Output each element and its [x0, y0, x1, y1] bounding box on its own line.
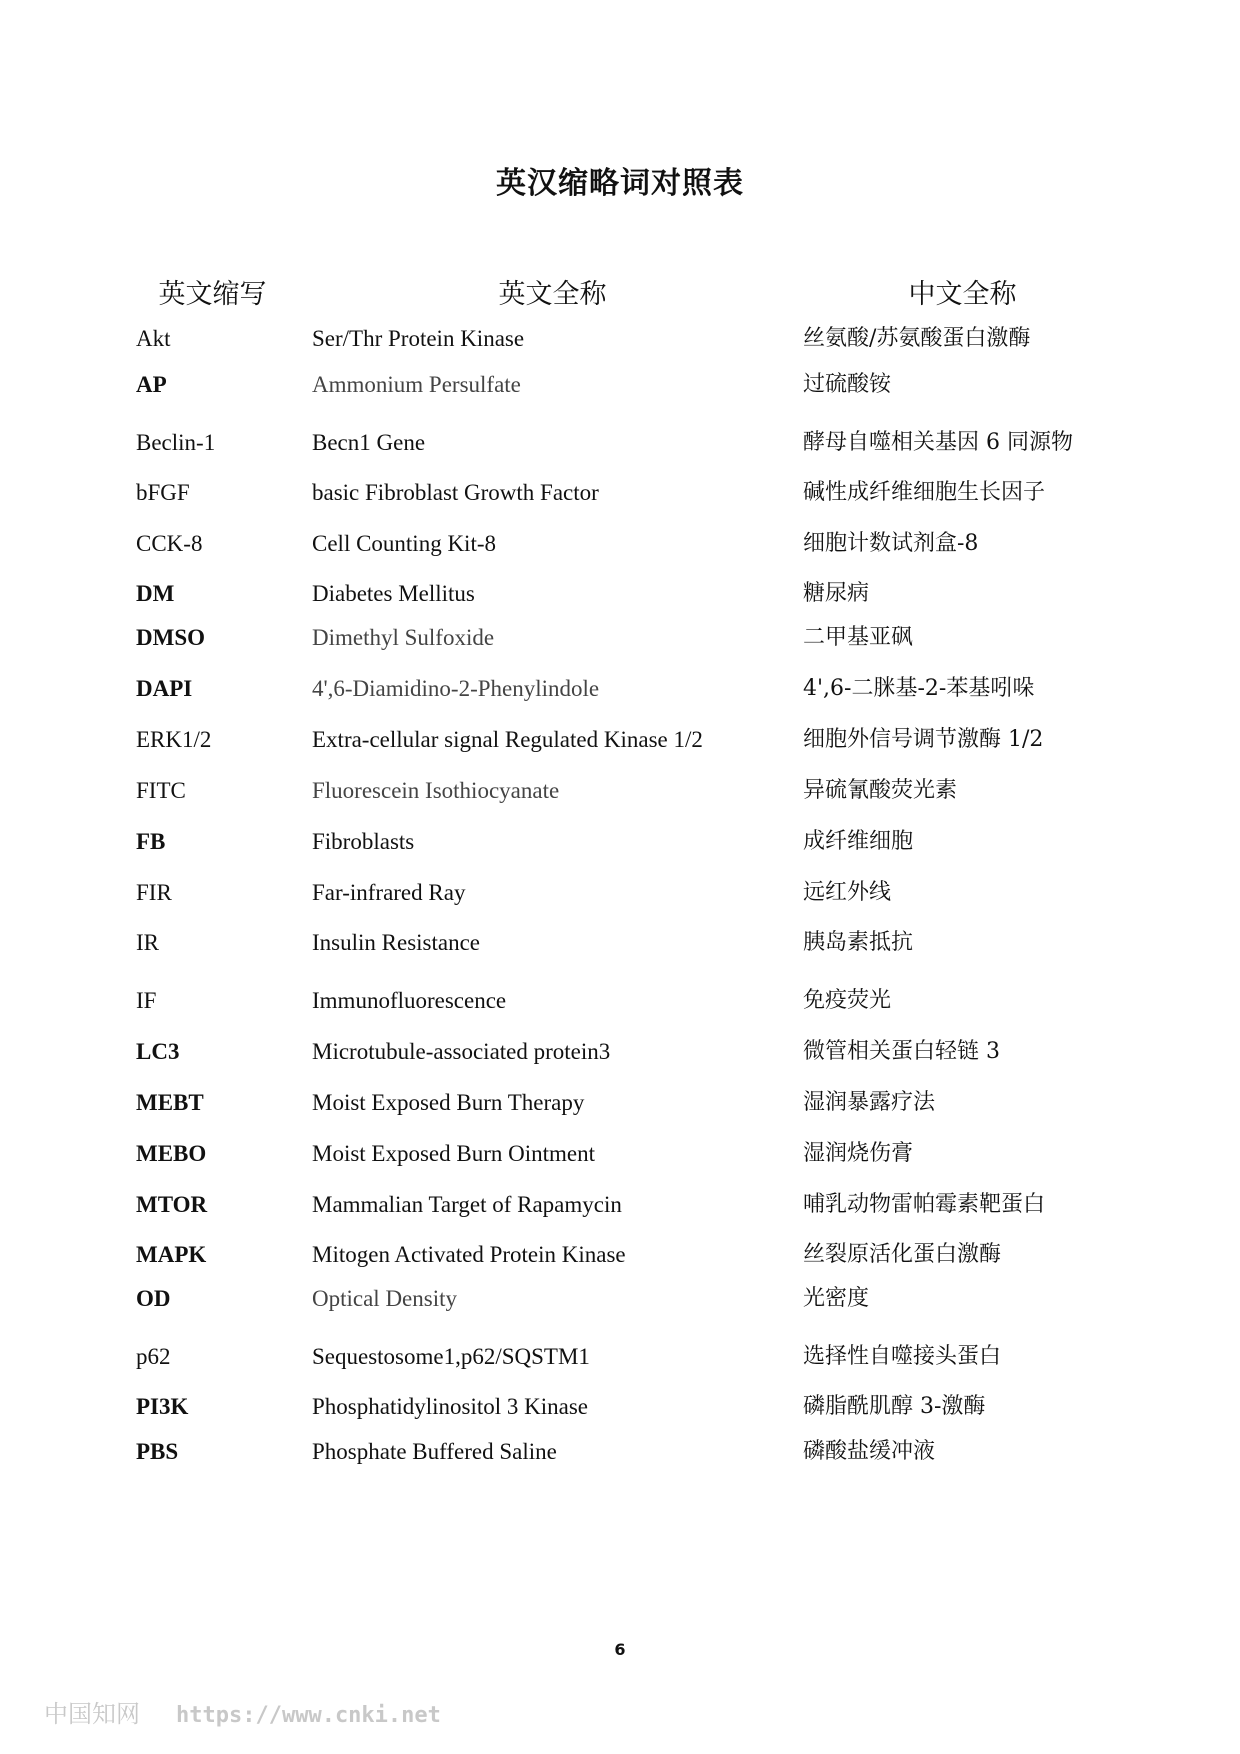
table-row — [0, 1435, 1240, 1469]
table-row — [0, 984, 1240, 1018]
chinese-name-cell: 光密度 — [803, 1286, 870, 1311]
english-name-cell: 4',6-Diamidino-2-Phenylindole — [312, 676, 600, 701]
english-name-cell: Phosphatidylinositol 3 Kinase — [312, 1394, 588, 1419]
abbreviation-cell: p62 — [136, 1344, 171, 1369]
table-row — [0, 577, 1240, 611]
abbreviation-cell: IR — [136, 930, 159, 955]
abbreviation-cell: ERK1/2 — [136, 727, 212, 752]
chinese-name-cell: 选择性自噬接头蛋白 — [803, 1344, 1002, 1369]
english-name-cell: Mitogen Activated Protein Kinase — [312, 1242, 626, 1267]
table-row — [0, 1035, 1240, 1069]
abbreviation-cell: OD — [136, 1286, 171, 1311]
english-name-cell: Fibroblasts — [312, 829, 415, 854]
watermark — [44, 1694, 441, 1729]
english-name-cell: Fluorescein Isothiocyanate — [312, 778, 560, 803]
table-row — [0, 527, 1240, 561]
chinese-name-cell: 二甲基亚砜 — [803, 625, 914, 650]
chinese-name-cell: 碱性成纤维细胞生长因子 — [803, 480, 1046, 505]
table-row — [0, 723, 1240, 757]
english-name-cell: Extra-cellular signal Regulated Kinase 1/2 — [312, 727, 703, 752]
column-header-abbreviation: 英文缩写 — [158, 279, 267, 310]
table-row — [0, 322, 1240, 356]
abbreviation-cell: DMSO — [136, 625, 205, 650]
table-row — [0, 621, 1240, 655]
chinese-name-cell: 成纤维细胞 — [803, 829, 914, 854]
table-row — [0, 825, 1240, 859]
abbreviation-cell: FITC — [136, 778, 186, 803]
abbreviation-cell: Beclin-1 — [136, 430, 216, 455]
abbreviation-cell: DM — [136, 581, 175, 606]
english-name-cell: Mammalian Target of Rapamycin — [312, 1192, 622, 1217]
table-row — [0, 1282, 1240, 1316]
abbreviation-cell: AP — [136, 372, 167, 397]
chinese-name-cell: 丝裂原活化蛋白激酶 — [803, 1242, 1002, 1267]
english-name-cell: Becn1 Gene — [312, 430, 426, 455]
english-name-cell: Cell Counting Kit-8 — [312, 531, 496, 556]
english-name-cell: basic Fibroblast Growth Factor — [312, 480, 599, 505]
chinese-name-cell: 细胞计数试剂盒-8 — [803, 531, 979, 556]
english-name-cell: Microtubule-associated protein3 — [312, 1039, 611, 1064]
table-row — [0, 672, 1240, 706]
chinese-name-cell: 远红外线 — [803, 880, 892, 905]
abbreviation-cell: CCK-8 — [136, 531, 203, 556]
english-name-cell: Dimethyl Sulfoxide — [312, 625, 495, 650]
english-name-cell: Diabetes Mellitus — [312, 581, 475, 606]
english-name-cell: Ser/Thr Protein Kinase — [312, 326, 525, 351]
table-row — [0, 1137, 1240, 1171]
table-row — [0, 1238, 1240, 1272]
column-header-english-full-name: 英文全称 — [498, 279, 607, 310]
chinese-name-cell: 磷酸盐缓冲液 — [803, 1439, 936, 1464]
abbreviation-cell: FB — [136, 829, 166, 854]
english-name-cell: Far-infrared Ray — [312, 880, 466, 905]
abbreviation-cell: PI3K — [136, 1394, 189, 1419]
abbreviation-cell: IF — [136, 988, 157, 1013]
english-name-cell: Optical Density — [312, 1286, 457, 1311]
watermark-url: https://www.cnki.net — [176, 1703, 441, 1728]
english-name-cell: Moist Exposed Burn Ointment — [312, 1141, 596, 1166]
abbreviation-cell: MEBO — [136, 1141, 207, 1166]
chinese-name-cell: 酵母自噬相关基因 6 同源物 — [803, 430, 1073, 455]
chinese-name-cell: 4',6-二脒基-2-苯基吲哚 — [803, 676, 1035, 701]
english-name-cell: Moist Exposed Burn Therapy — [312, 1090, 585, 1115]
chinese-name-cell: 湿润暴露疗法 — [803, 1090, 936, 1115]
chinese-name-cell: 胰岛素抵抗 — [803, 930, 914, 955]
chinese-name-cell: 丝氨酸/苏氨酸蛋白激酶 — [803, 326, 1031, 351]
page-title: 英汉缩略词对照表 — [496, 166, 744, 201]
chinese-name-cell: 免疫荧光 — [803, 988, 892, 1013]
abbreviation-cell: MTOR — [136, 1192, 208, 1217]
table-row — [0, 1340, 1240, 1374]
english-name-cell: Phosphate Buffered Saline — [312, 1439, 557, 1464]
abbreviation-cell: FIR — [136, 880, 172, 905]
chinese-name-cell: 异硫氰酸荧光素 — [803, 778, 958, 803]
english-name-cell: Sequestosome1,p62/SQSTM1 — [312, 1344, 590, 1369]
english-name-cell: Ammonium Persulfate — [312, 372, 521, 397]
table-row — [0, 1188, 1240, 1222]
chinese-name-cell: 糖尿病 — [803, 581, 870, 606]
table-row — [0, 1086, 1240, 1120]
table-row — [0, 876, 1240, 910]
table-row — [0, 926, 1240, 960]
watermark-brand: 中国知网 — [44, 1700, 140, 1728]
table-row — [0, 368, 1240, 402]
table-row — [0, 476, 1240, 510]
chinese-name-cell: 微管相关蛋白轻链 3 — [803, 1039, 1000, 1064]
abbreviation-cell: PBS — [136, 1439, 179, 1464]
abbreviation-cell: LC3 — [136, 1039, 180, 1064]
abbreviation-cell: bFGF — [136, 480, 190, 505]
chinese-name-cell: 磷脂酰肌醇 3-激酶 — [803, 1394, 986, 1419]
page-number: 6 — [614, 1640, 626, 1659]
abbreviation-cell: Akt — [136, 326, 171, 351]
table-row — [0, 1390, 1240, 1424]
table-row — [0, 774, 1240, 808]
abbreviation-cell: DAPI — [136, 676, 193, 701]
column-header-chinese-full-name: 中文全称 — [908, 279, 1017, 310]
table-row — [0, 426, 1240, 460]
chinese-name-cell: 哺乳动物雷帕霉素靶蛋白 — [803, 1192, 1046, 1217]
abbreviation-cell: MEBT — [136, 1090, 204, 1115]
english-name-cell: Immunofluorescence — [312, 988, 507, 1013]
chinese-name-cell: 湿润烧伤膏 — [803, 1141, 914, 1166]
abbreviation-cell: MAPK — [136, 1242, 207, 1267]
chinese-name-cell: 细胞外信号调节激酶 1/2 — [803, 727, 1044, 752]
english-name-cell: Insulin Resistance — [312, 930, 480, 955]
chinese-name-cell: 过硫酸铵 — [803, 372, 892, 397]
